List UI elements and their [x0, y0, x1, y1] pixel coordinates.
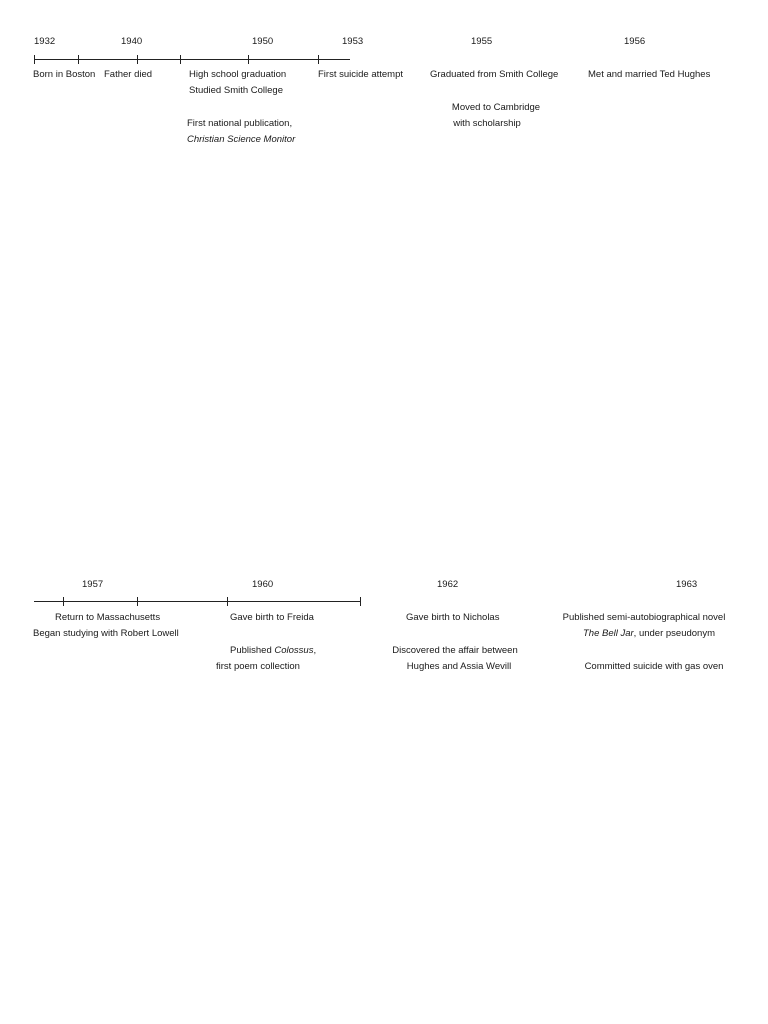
tick-mark	[180, 55, 181, 64]
year-label-1955: 1955	[471, 36, 493, 47]
event-father-died: Father died	[104, 69, 153, 80]
tick-mark	[78, 55, 79, 64]
year-label-1962: 1962	[437, 579, 459, 590]
event-discovered-affair: Discovered the affair between	[392, 645, 518, 656]
event-robert-lowell: Began studying with Robert Lowell	[33, 628, 179, 639]
event-bell-jar-title: The Bell Jar, under pseudonym	[582, 628, 716, 639]
event-first-poem-collection: first poem collection	[216, 661, 300, 672]
event-born: Born in Boston	[33, 69, 96, 80]
event-published-novel: Published semi-autobiographical novel	[562, 612, 726, 623]
tick-mark	[137, 597, 138, 606]
tick-mark	[248, 55, 249, 64]
event-publication-venue: Christian Science Monitor	[187, 134, 296, 145]
event-hughes-wevill: Hughes and Assia Wevill	[406, 661, 512, 672]
event-high-school: High school graduation	[189, 69, 287, 80]
year-label-1940: 1940	[121, 36, 143, 47]
event-graduated-smith: Graduated from Smith College	[430, 69, 559, 80]
year-label-1953: 1953	[342, 36, 364, 47]
year-label-1960: 1960	[252, 579, 274, 590]
timeline-axis-bottom	[34, 601, 361, 602]
tick-mark	[137, 55, 138, 64]
event-birth-nicholas: Gave birth to Nicholas	[406, 612, 500, 623]
event-return-massachusetts: Return to Massachusetts	[55, 612, 161, 623]
year-label-1950: 1950	[252, 36, 274, 47]
year-label-1957: 1957	[82, 579, 104, 590]
event-scholarship: with scholarship	[453, 118, 521, 129]
year-label-1932: 1932	[34, 36, 56, 47]
event-first-suicide-attempt: First suicide attempt	[318, 69, 403, 80]
tick-mark	[34, 55, 35, 64]
tick-mark	[63, 597, 64, 606]
event-first-publication: First national publication,	[187, 118, 293, 129]
year-label-1956: 1956	[624, 36, 646, 47]
event-birth-freida: Gave birth to Freida	[230, 612, 314, 623]
event-moved-cambridge: Moved to Cambridge	[451, 102, 541, 113]
event-married-hughes: Met and married Ted Hughes	[588, 69, 711, 80]
event-studied-smith: Studied Smith College	[189, 85, 283, 96]
year-label-1963: 1963	[676, 579, 698, 590]
tick-mark	[318, 55, 319, 64]
timeline-axis-top	[34, 59, 350, 60]
tick-mark	[360, 597, 361, 606]
event-published-colossus: Published Colossus,	[230, 645, 317, 656]
event-suicide-gas-oven: Committed suicide with gas oven	[584, 661, 724, 672]
tick-mark	[227, 597, 228, 606]
